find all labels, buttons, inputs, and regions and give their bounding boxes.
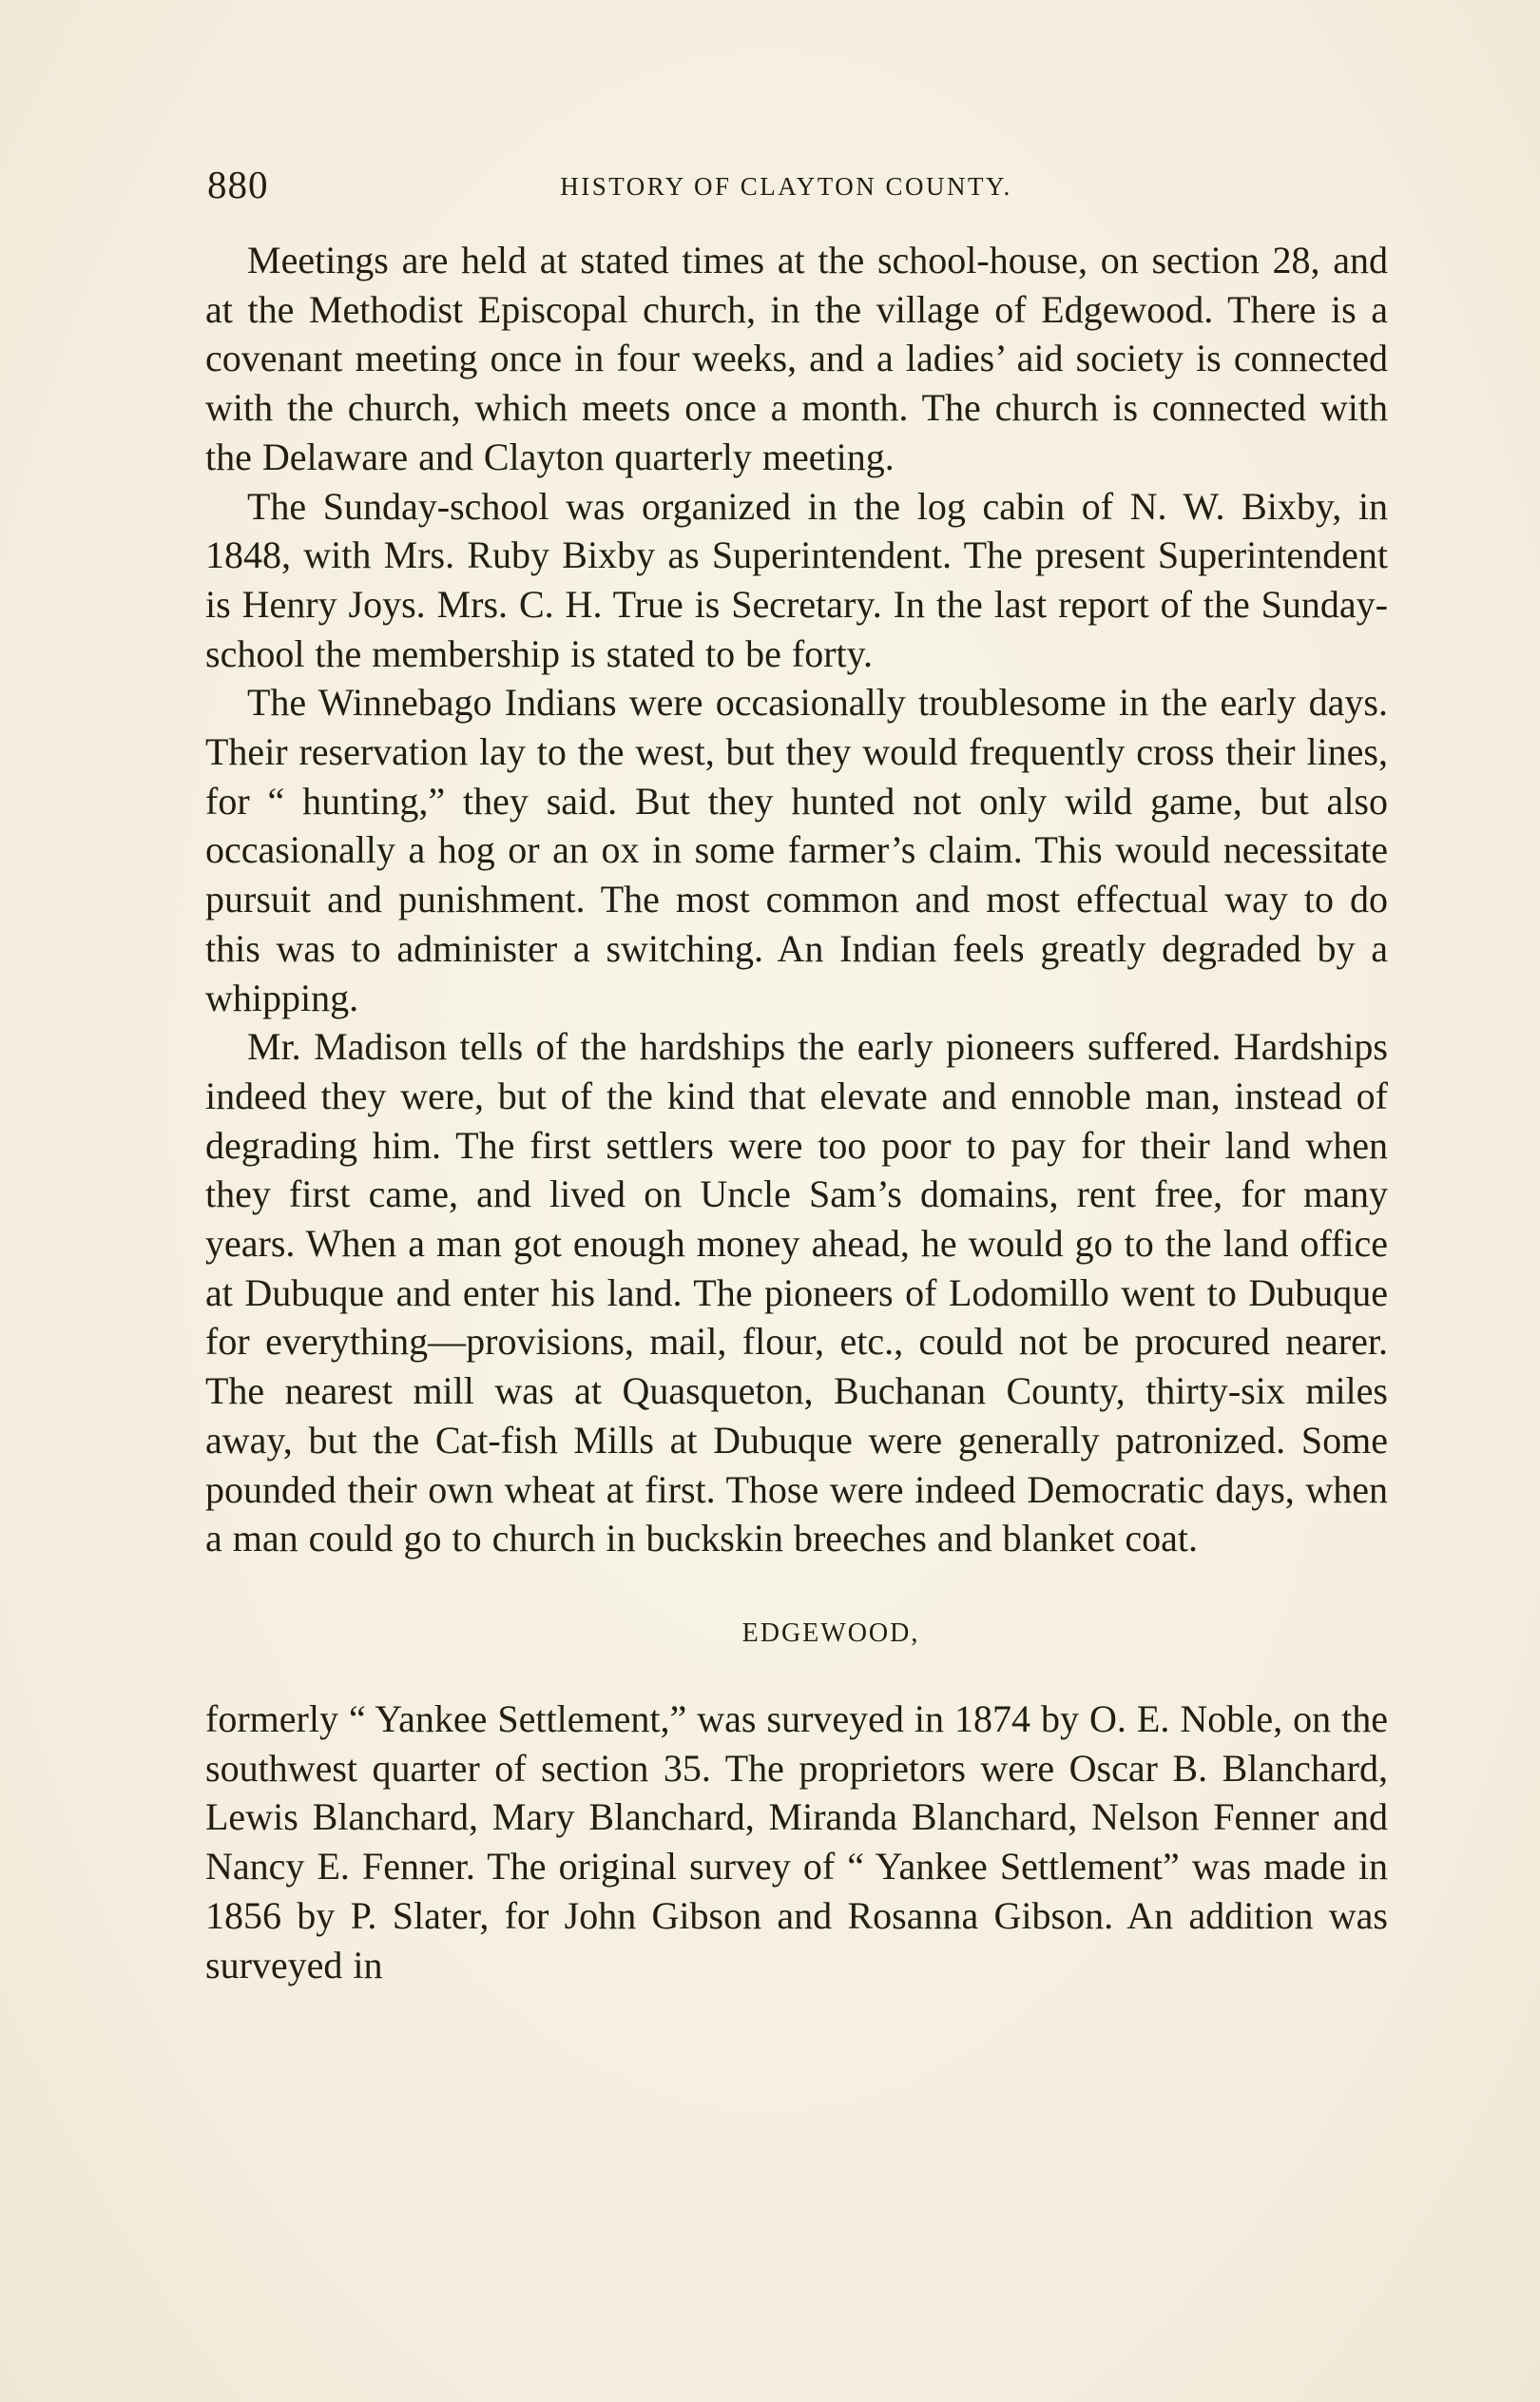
- section-heading: EDGEWOOD,: [741, 1617, 920, 1648]
- paragraph-edgewood: formerly “ Yankee Settlement,” was surveyed in 1874 by O. E. Noble, on the southwest quarter of section 35. The proprietors were Oscar B. Blanchard, Lewis Blanchard, Mary Blanchard, Miranda Blanchard, Nelson Fenner and Nancy E. Fenner. The original survey of “ Yankee Settlement” was made in 1856 by P. Slater, for John Gibson and Rosanna Gibson. An addition was surveyed in: [205, 1696, 1388, 1986]
- page-header: [207, 162, 1280, 207]
- paragraph-hardships: Mr. Madison tells of the hardships the early pioneers suffered. Hardships indeed they were, but of the kind that elevate and ennoble man, instead of degrading him. The first settlers were too poor to pay for their land when they first came, and lived on Uncle Sam’s domains, rent free, for many years. When a man got enough money ahead, he would go to the land office at Dubuque and enter his land. The pioneers of Lodomillo went to Dubuque for everything—provisions, mail, flour, etc., could not be procured nearer. The nearest mill was at Quasqueton, Buchanan County, thirty-six miles away, but the Cat-fish Mills at Dubuque were generally patronized. Some pounded their own wheat at first. Those were indeed Democratic days, when a man could go to church in buckskin breeches and blanket coat.: [205, 1025, 1388, 1560]
- paragraph-meetings: Meetings are held at stated times at the school-house, on section 28, and at the Methodist Episcopal church, in the village of Edgewood. There is a covenant meeting once in four weeks, and a ladies’ aid society is connected with the church, which meets once a month. The church is connected with the Delaware and Clayton quarterly meeting.: [205, 239, 1388, 478]
- page-number: 880: [207, 163, 269, 206]
- running-head: HISTORY OF CLAYTON COUNTY.: [560, 172, 1012, 201]
- paragraph-winnebago-indians: The Winnebago Indians were occasionally troublesome in the early days. Their reservation lay to the west, but they would frequently cross their lines, for “ hunting,” they said. But they hunted not only wild game, but also occasionally a hog or an ox in some farmer’s claim. This would necessitate pursuit and punishment. The most common and most effectual way to do this was to administer a switching. An Indian feels greatly degraded by a whipping.: [205, 681, 1388, 1019]
- body-text: [205, 236, 1388, 1989]
- paragraph-sunday-school: The Sunday-school was organized in the log cabin of N. W. Bixby, in 1848, with Mrs. Ruby Bixby as Superintendent. The present Superintendent is Henry Joys. Mrs. C. H. True is Secretary. In the last report of the Sunday-school the membership is stated to be forty.: [205, 484, 1388, 675]
